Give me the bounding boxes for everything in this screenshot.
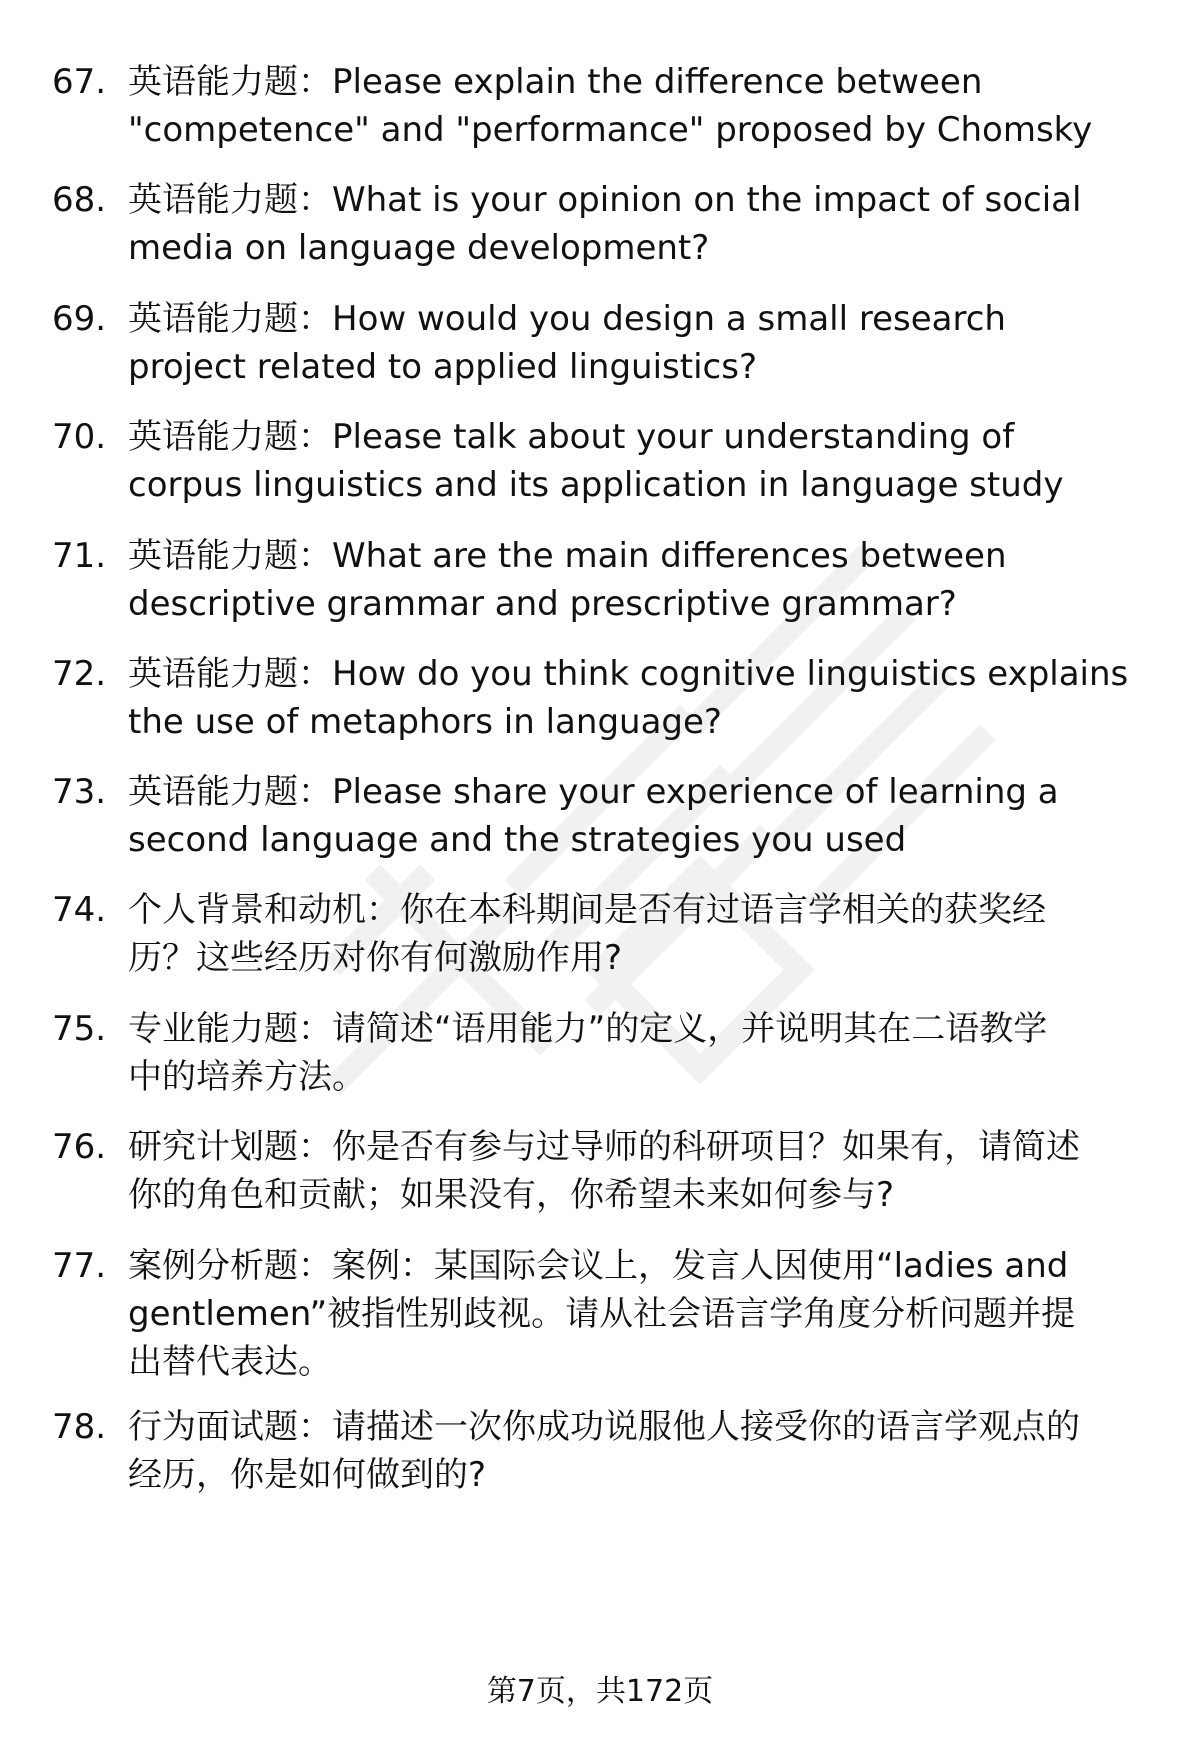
question-number: 70. (52, 417, 107, 457)
question-text-line: 英语能力题：What are the main differences between (128, 536, 1007, 576)
question-text-line: second language and the strategies you used (128, 820, 907, 860)
question-text-line: 英语能力题：How do you think cognitive linguistics explains (128, 654, 1129, 694)
question-text (128, 1242, 1158, 1386)
question-text-line: 英语能力题：Please share your experience of learning a (128, 772, 1059, 812)
question-text-line: project related to applied linguistics? (128, 347, 757, 387)
question-text (128, 295, 1158, 391)
question-text-line: media on language development? (128, 228, 710, 268)
question-text-line: 研究计划题：你是否有参与过导师的科研项目？如果有，请简述 (128, 1127, 1080, 1167)
question-number: 71. (52, 536, 107, 576)
question-text (128, 1005, 1158, 1101)
question-text (128, 413, 1158, 509)
question-text-line: 你的角色和贡献；如果没有，你希望未来如何参与? (128, 1175, 895, 1215)
question-number: 69. (52, 299, 107, 339)
question-number: 67. (52, 62, 107, 102)
question-text (128, 58, 1158, 154)
question-text-line: 出替代表达。 (128, 1342, 332, 1382)
question-text (128, 768, 1158, 864)
question-text-line: "competence" and "performance" proposed by Chomsky (128, 110, 1093, 150)
question-text-line: descriptive grammar and prescriptive grammar? (128, 584, 957, 624)
question-text (128, 886, 1158, 982)
question-text-line: corpus linguistics and its application in language study (128, 465, 1064, 505)
question-text-line: 案例分析题：案例：某国际会议上，发言人因使用“ladies and (128, 1246, 1069, 1286)
question-text-line: 专业能力题：请简述“语用能力”的定义，并说明其在二语教学 (128, 1009, 1048, 1049)
question-text-line: 中的培养方法。 (128, 1057, 366, 1097)
question-text-line: 历？这些经历对你有何激励作用? (128, 938, 623, 978)
question-number: 77. (52, 1246, 107, 1286)
question-text-line: 英语能力题：How would you design a small research (128, 299, 1006, 339)
question-text (128, 532, 1158, 628)
question-number: 78. (52, 1407, 107, 1447)
question-text (128, 1403, 1158, 1499)
question-text-line: the use of metaphors in language? (128, 702, 722, 742)
question-text (128, 176, 1158, 272)
question-text-line: 行为面试题：请描述一次你成功说服他人接受你的语言学观点的 (128, 1407, 1080, 1447)
question-number: 74. (52, 890, 107, 930)
page-indicator: 第7页，共172页 (486, 1674, 714, 1709)
question-text-line: gentlemen”被指性别歧视。请从社会语言学角度分析问题并提 (128, 1294, 1076, 1334)
question-text-line: 个人背景和动机：你在本科期间是否有过语言学相关的获奖经 (128, 890, 1046, 930)
question-text-line: 英语能力题：Please explain the difference between (128, 62, 983, 102)
question-number: 73. (52, 772, 107, 812)
question-text-line: 经历，你是如何做到的? (128, 1455, 487, 1495)
question-text (128, 650, 1158, 746)
question-text-line: 英语能力题：Please talk about your understanding of (128, 417, 1015, 457)
question-text (128, 1123, 1158, 1219)
question-text-line: 英语能力题：What is your opinion on the impact of social (128, 180, 1082, 220)
question-number: 72. (52, 654, 107, 694)
question-number: 76. (52, 1127, 107, 1167)
question-number: 75. (52, 1009, 107, 1049)
question-number: 68. (52, 180, 107, 220)
